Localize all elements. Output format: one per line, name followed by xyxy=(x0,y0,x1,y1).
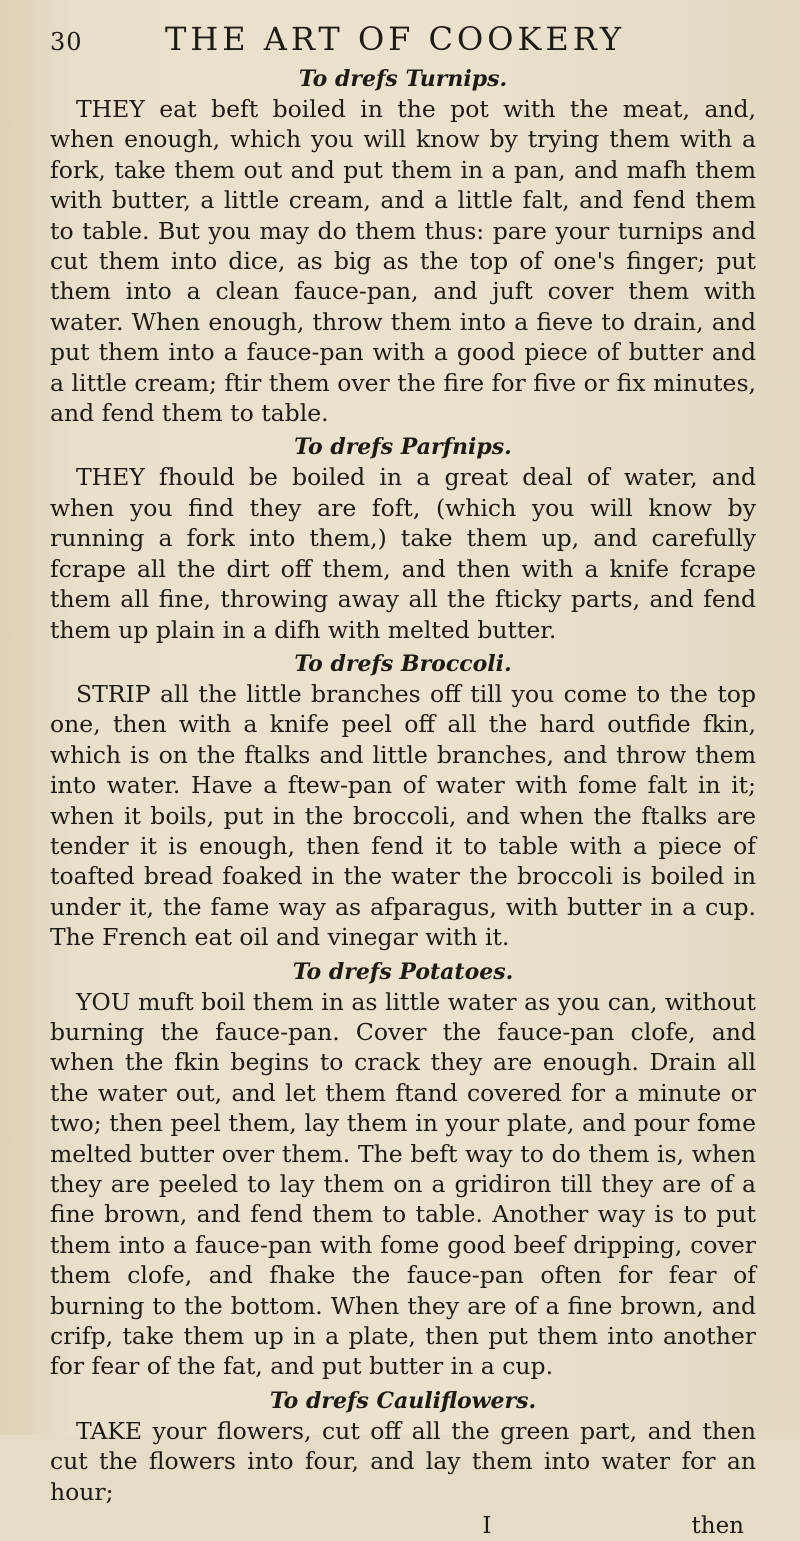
page-number: 30 xyxy=(50,28,83,56)
section-heading: To drefs Turnips. xyxy=(298,66,508,92)
section-heading: To drefs Cauliflowers. xyxy=(269,1387,537,1414)
section-cauliflowers xyxy=(50,1386,756,1507)
section-body: THEY eat beft boiled in the pot with the meat, and, when enough, which you will know by trying them with a fork, take them out and put them in a pan, and mafh them with butter, a little cream, and a little falt, and fend them to table. But you may do them thus: pare your turnips and cut them into dice, as big as the top of one's finger; put them into a clean fauce-pan, and juft cover them with water. When enough, throw them into a fieve to drain, and put them into a fauce-pan with a good piece of butter and a little cream; ftir them over the fire for five or fix minutes, and fend them to table. xyxy=(50,95,756,428)
section-body: TAKE your flowers, cut off all the green part, and then cut the flowers into four, and lay them into water for an hour; xyxy=(50,1416,756,1506)
section-parsnips xyxy=(50,432,756,644)
section-body: YOU muft boil them in as little water as you can, without burning the fauce-pan. Cover the fauce-pan clofe, and when the fkin begins to crack they are enough. Drain all the water out, and let them ftand covered for a minute or two; then peel them, lay them in your plate, and pour fome melted butter over them. The beft way to do them is, when they are peeled to lay them on a gridiron till they are of a fine brown, and fend them to table. Another way is to put them into a fauce-pan with fome good beef dripping, cover them clofe, and fhake the fauce-pan often for fear of burning to the bottom. When they are of a fine brown, and crifp, take them up in a plate, then put them into another for fear of the fat, and put butter in a cup. xyxy=(50,987,756,1381)
section-heading: To drefs Potatoes. xyxy=(292,958,514,985)
running-head xyxy=(50,20,756,64)
section-body: STRIP all the little branches off till you come to the top one, then with a knife peel off all the hard outfide fkin, which is on the ftalks and little branches, and throw them into water. Have a ftew-pan of water with fome falt in it; when it boils, put in the broccoli, and when the ftalks are tender it is enough, then fend it to table with a piece of toafted bread foaked in the water the broccoli is boiled in under it, the fame way as afparagus, with butter in a cup. The French eat oil and vinegar with it. xyxy=(50,679,756,952)
page-footer xyxy=(50,1511,756,1541)
section-broccoli xyxy=(50,649,756,953)
section-heading: To drefs Broccoli. xyxy=(294,650,512,677)
running-title: THE ART OF COOKERY xyxy=(165,20,625,58)
section-heading: To drefs Parfnips. xyxy=(294,434,512,461)
section-potatoes xyxy=(50,957,756,1382)
catchword: then xyxy=(691,1513,744,1540)
section-body: THEY fhould be boiled in a great deal of water, and when you find they are foft, (which you will know by running a fork into them,) take them up, and carefully fcrape all the dirt off them, and then with a knife fcrape them all fine, throwing away all the fticky parts, and fend them up plain in a difh with melted butter. xyxy=(50,463,756,644)
signature-mark: I xyxy=(482,1513,492,1540)
section-turnips xyxy=(50,64,756,428)
